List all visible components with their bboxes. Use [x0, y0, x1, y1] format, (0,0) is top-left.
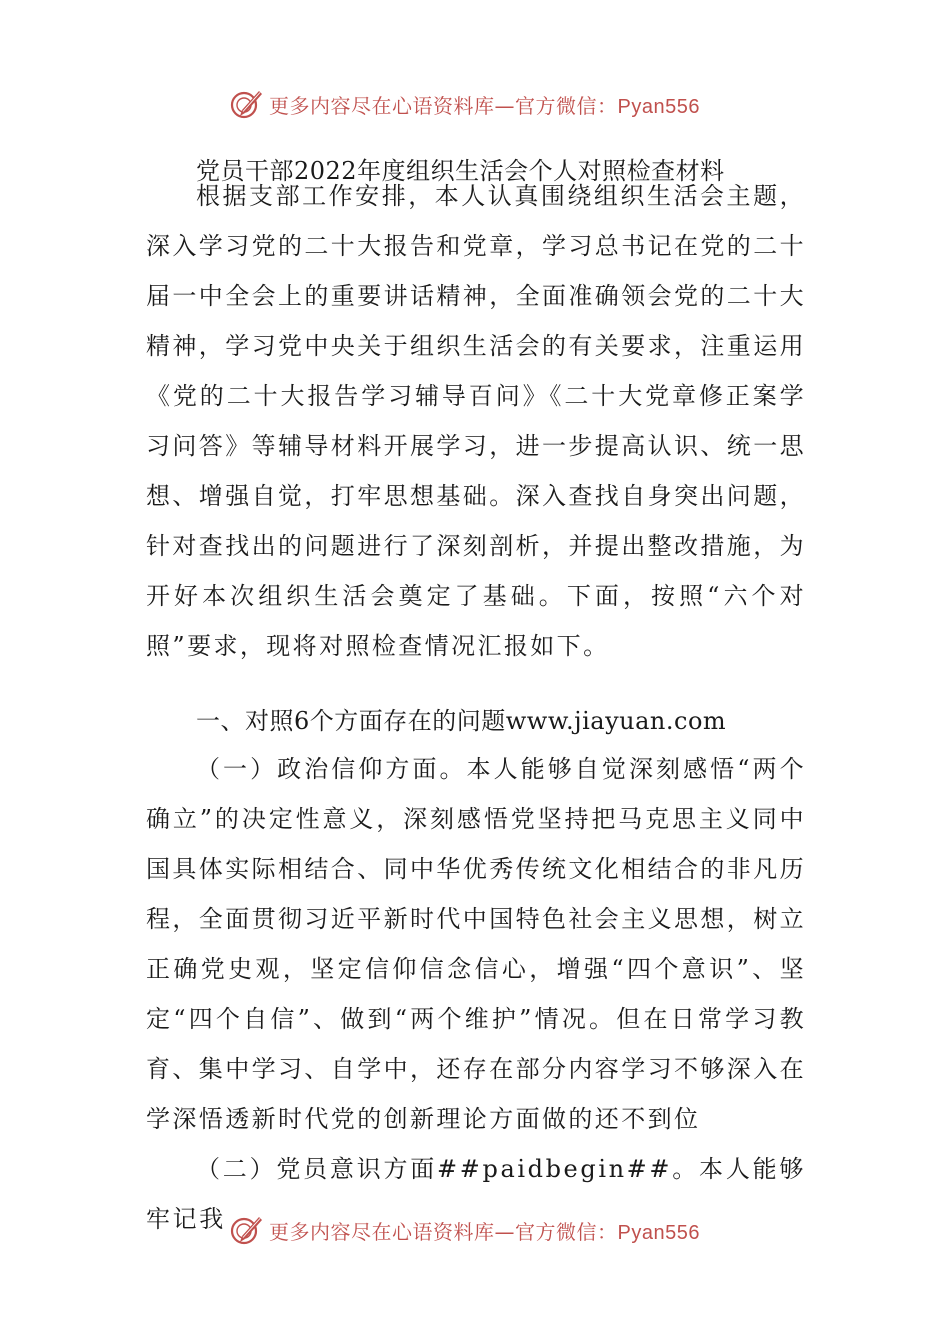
document-title: 党员干部2022年度组织生活会个人对照检查材料 — [196, 157, 725, 185]
intro-paragraph: 根据支部工作安排，本人认真围绕组织生活会主题，深入学习党的二十大报告和党章，学习总书记在党的二十届一中全会上的重要讲话精神，全面准确领会党的二十大精神，学习党中央关于组织生活会的有关要求，注重运用《党的二十大报告学习辅导百问》《二十大党章修正案学习问答》等辅导材料开展学习，进一步提高认识、统一思想、增强自觉，打牢思想基础。深入查找自身突出问题，针对查找出的问题进行了深刻剖析，并提出整改措施，为开好本次组织生活会奠定了基础。下面，按照“六个对照”要求，现将对照检查情况汇报如下。 — [146, 182, 806, 660]
watermark-contact: Pyan556 — [617, 95, 700, 118]
watermark-contact: Pyan556 — [617, 1221, 700, 1244]
pen-nib-circle-icon — [229, 1212, 265, 1248]
footer-watermark — [229, 1210, 700, 1250]
party-awareness-paragraph: （二）党员意识方面##paidbegin##。本人能够牢记我 — [146, 1155, 806, 1233]
watermark-text: 更多内容尽在心语资料库—官方微信：Pyan556 — [269, 1219, 700, 1244]
header-watermark — [229, 84, 700, 124]
political-belief-paragraph: （一）政治信仰方面。本人能够自觉深刻感悟“两个确立”的决定性意义，深刻感悟党坚持把马克思主义同中国具体实际相结合、同中华优秀传统文化相结合的非凡历程，全面贯彻习近平新时代中国特色社会主义思想，树立正确党史观，坚定信仰信念信心，增强“四个意识”、坚定“四个自信”、做到“两个维护”情况。但在日常学习教育、集中学习、自学中，还存在部分内容学习不够深入在学深悟透新时代党的创新理论方面做的还不到位 — [146, 755, 806, 1133]
section-heading: 一、对照6个方面存在的问题www.jiayuan.com — [196, 707, 727, 735]
pen-nib-circle-icon — [229, 86, 265, 122]
watermark-text: 更多内容尽在心语资料库—官方微信：Pyan556 — [269, 93, 700, 118]
